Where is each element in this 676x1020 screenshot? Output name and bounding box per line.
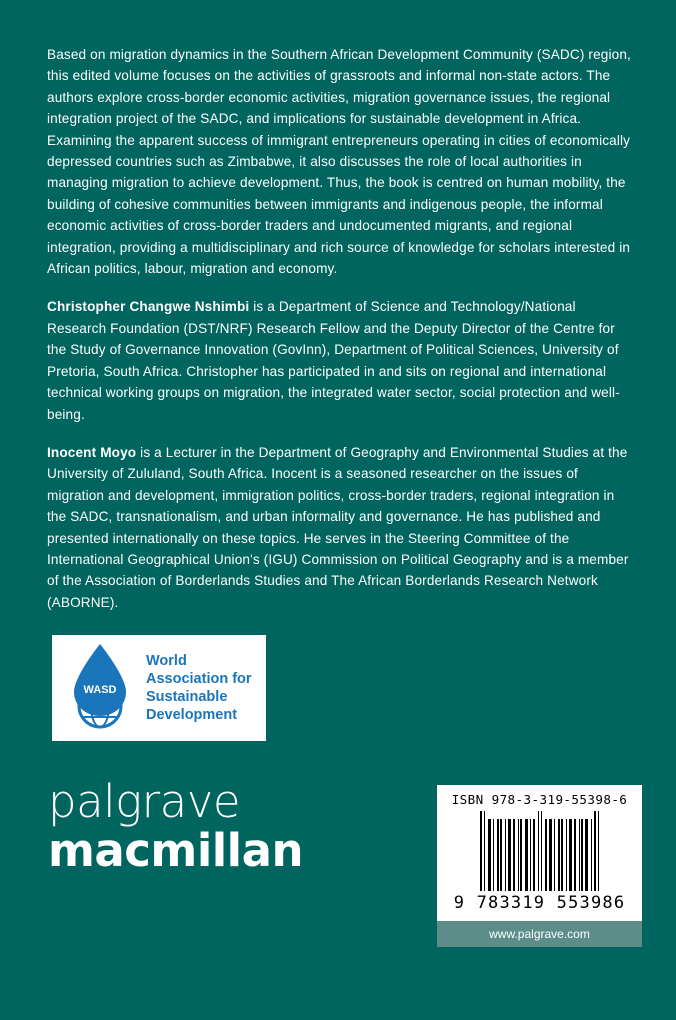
wasd-line-3: Sustainable <box>146 689 228 705</box>
wasd-logo <box>52 635 266 741</box>
wasd-logo-text <box>146 652 252 724</box>
wasd-line-1: World <box>146 653 187 669</box>
palgrave-url-text: www.palgrave.com <box>489 927 590 941</box>
palgrave-url-bar[interactable] <box>437 921 642 947</box>
paragraph-author-2 <box>47 442 637 613</box>
wasd-mark-label: WASD <box>83 684 117 696</box>
publisher-name-line-1: palgrave <box>48 775 241 828</box>
barcode-digits: 9 783319 553986 <box>453 893 626 913</box>
author-1-bio: is a Department of Science and Technology/National Research Foundation (DST/NRF) Research Fellow and the Deputy Director of the Centre for the Study of Governance Innovation (GovInn), Department of Political Sciences, University of Pretoria, South Africa. Christopher has participated in and sits on regional and international technical working groups on migration, the integrated water sector, social protection and well-being. <box>47 299 620 422</box>
wasd-line-2: Association for <box>146 671 252 687</box>
author-2-bio: is a Lecturer in the Department of Geography and Environmental Studies at the University of Zululand, South Africa. Inocent is a seasoned researcher on the issues of migration and development, immigration politics, cross-border traders, regional integration in the SADC, transnationalism, and urban informality and governance. He has published and presented internationally on these topics. He serves in the Steering Committee of the International Geographical Union's (IGU) Commission on Political Geography and is a member of the Association of Borderlands Studies and The African Borderlands Research Network (ABORNE). <box>47 444 629 610</box>
summary-text: Based on migration dynamics in the Southern African Development Community (SADC) region, this edited volume focuses on the activities of grassroots and informal non-state actors. The authors explore cross-border economic activities, migration governance issues, the regional integration project of the SADC, and implications for sustainable development in Africa. Examining the apparent success of immigrant entrepreneurs operating in cities of economically depressed countries such as Zimbabwe, it also discusses the role of local authorities in managing migration to achieve development. Thus, the book is centred on human mobility, the building of cohesive communities between immigrants and indigenous people, the informal economic activities of cross-border traders and undocumented migrants, and regional integration, providing a multidisciplinary and rich source of knowledge for scholars interested in African politics, labour, migration and economy. <box>47 47 631 277</box>
wasd-line-4: Development <box>146 707 238 723</box>
author-1-name: Christopher Changwe Nshimbi <box>47 299 250 315</box>
publisher-name-line-2: macmillan <box>48 824 303 877</box>
wasd-droplet-globe-icon <box>60 642 140 734</box>
blurb-text-block <box>47 44 637 613</box>
paragraph-author-1 <box>47 296 637 424</box>
isbn-label: ISBN 978-3-319-55398-6 <box>451 792 628 807</box>
publisher-logo <box>48 775 303 877</box>
paragraph-summary <box>47 44 637 279</box>
barcode-bars <box>449 811 630 891</box>
author-2-name: Inocent Moyo <box>47 444 137 460</box>
